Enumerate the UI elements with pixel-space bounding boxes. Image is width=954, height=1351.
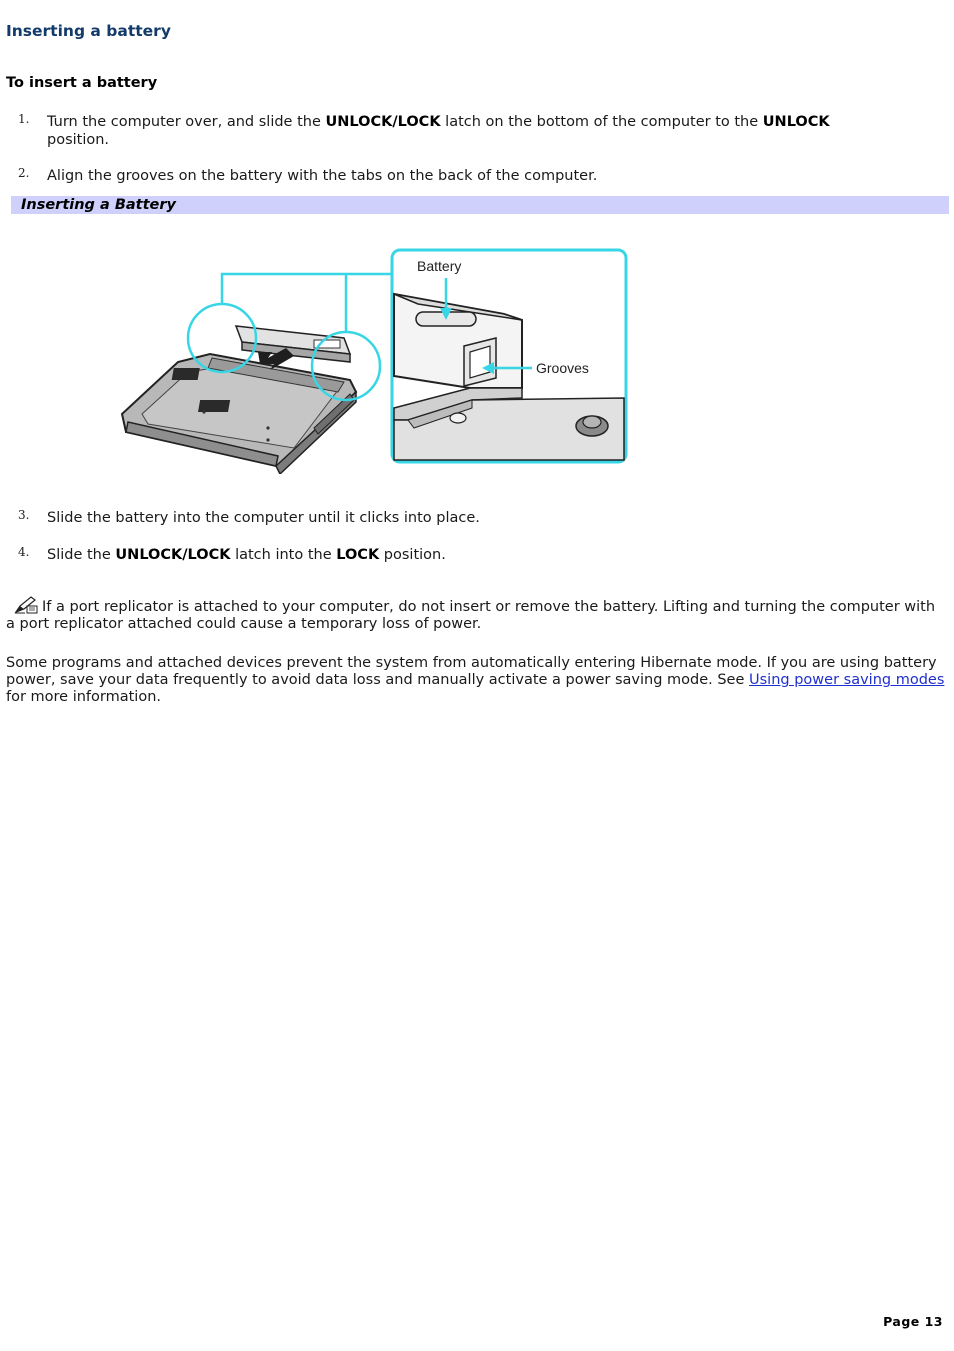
step-number: 2. bbox=[18, 166, 30, 180]
laptop-base-drawing bbox=[122, 326, 356, 474]
zoom-detail-box bbox=[392, 250, 626, 462]
step-text: Align the grooves on the battery with the tabs on the back of the computer. bbox=[47, 168, 598, 184]
step-number: 3. bbox=[18, 508, 30, 522]
step-text: Slide the UNLOCK/LOCK latch into the LOCK position. bbox=[47, 547, 446, 563]
using-power-saving-modes-link[interactable]: Using power saving modes bbox=[749, 672, 945, 688]
step-number: 4. bbox=[18, 545, 30, 559]
grooves-label: Grooves bbox=[536, 360, 589, 376]
battery-label: Battery bbox=[417, 258, 462, 274]
battery-illustration bbox=[118, 242, 648, 474]
pencil-note-icon bbox=[14, 596, 38, 614]
figure-caption-bar bbox=[11, 196, 949, 214]
procedure-heading: To insert a battery bbox=[6, 75, 158, 91]
figure-caption: Inserting a Battery bbox=[21, 197, 176, 213]
info-paragraph: Some programs and attached devices prevent the system from automatically entering Hibernate mode. If you are using battery power, save your data frequently to avoid data loss and manually activate a power saving mode. See Using power saving modes for more information. bbox=[6, 655, 945, 705]
note bbox=[6, 596, 946, 633]
page-title: Inserting a battery bbox=[6, 22, 171, 40]
step-number: 1. bbox=[18, 112, 30, 126]
page-number: Page 13 bbox=[883, 1314, 943, 1329]
step-text: Turn the computer over, and slide the UNLOCK/LOCK latch on the bottom of the computer to the UNLOCK position. bbox=[47, 114, 830, 148]
step-text: Slide the battery into the computer until it clicks into place. bbox=[47, 510, 480, 526]
note-text: If a port replicator is attached to your computer, do not insert or remove the battery. Lifting and turning the computer with a port replicator attached could cause a temporary loss of power. bbox=[6, 599, 936, 632]
battery-illustration-svg bbox=[118, 242, 648, 474]
